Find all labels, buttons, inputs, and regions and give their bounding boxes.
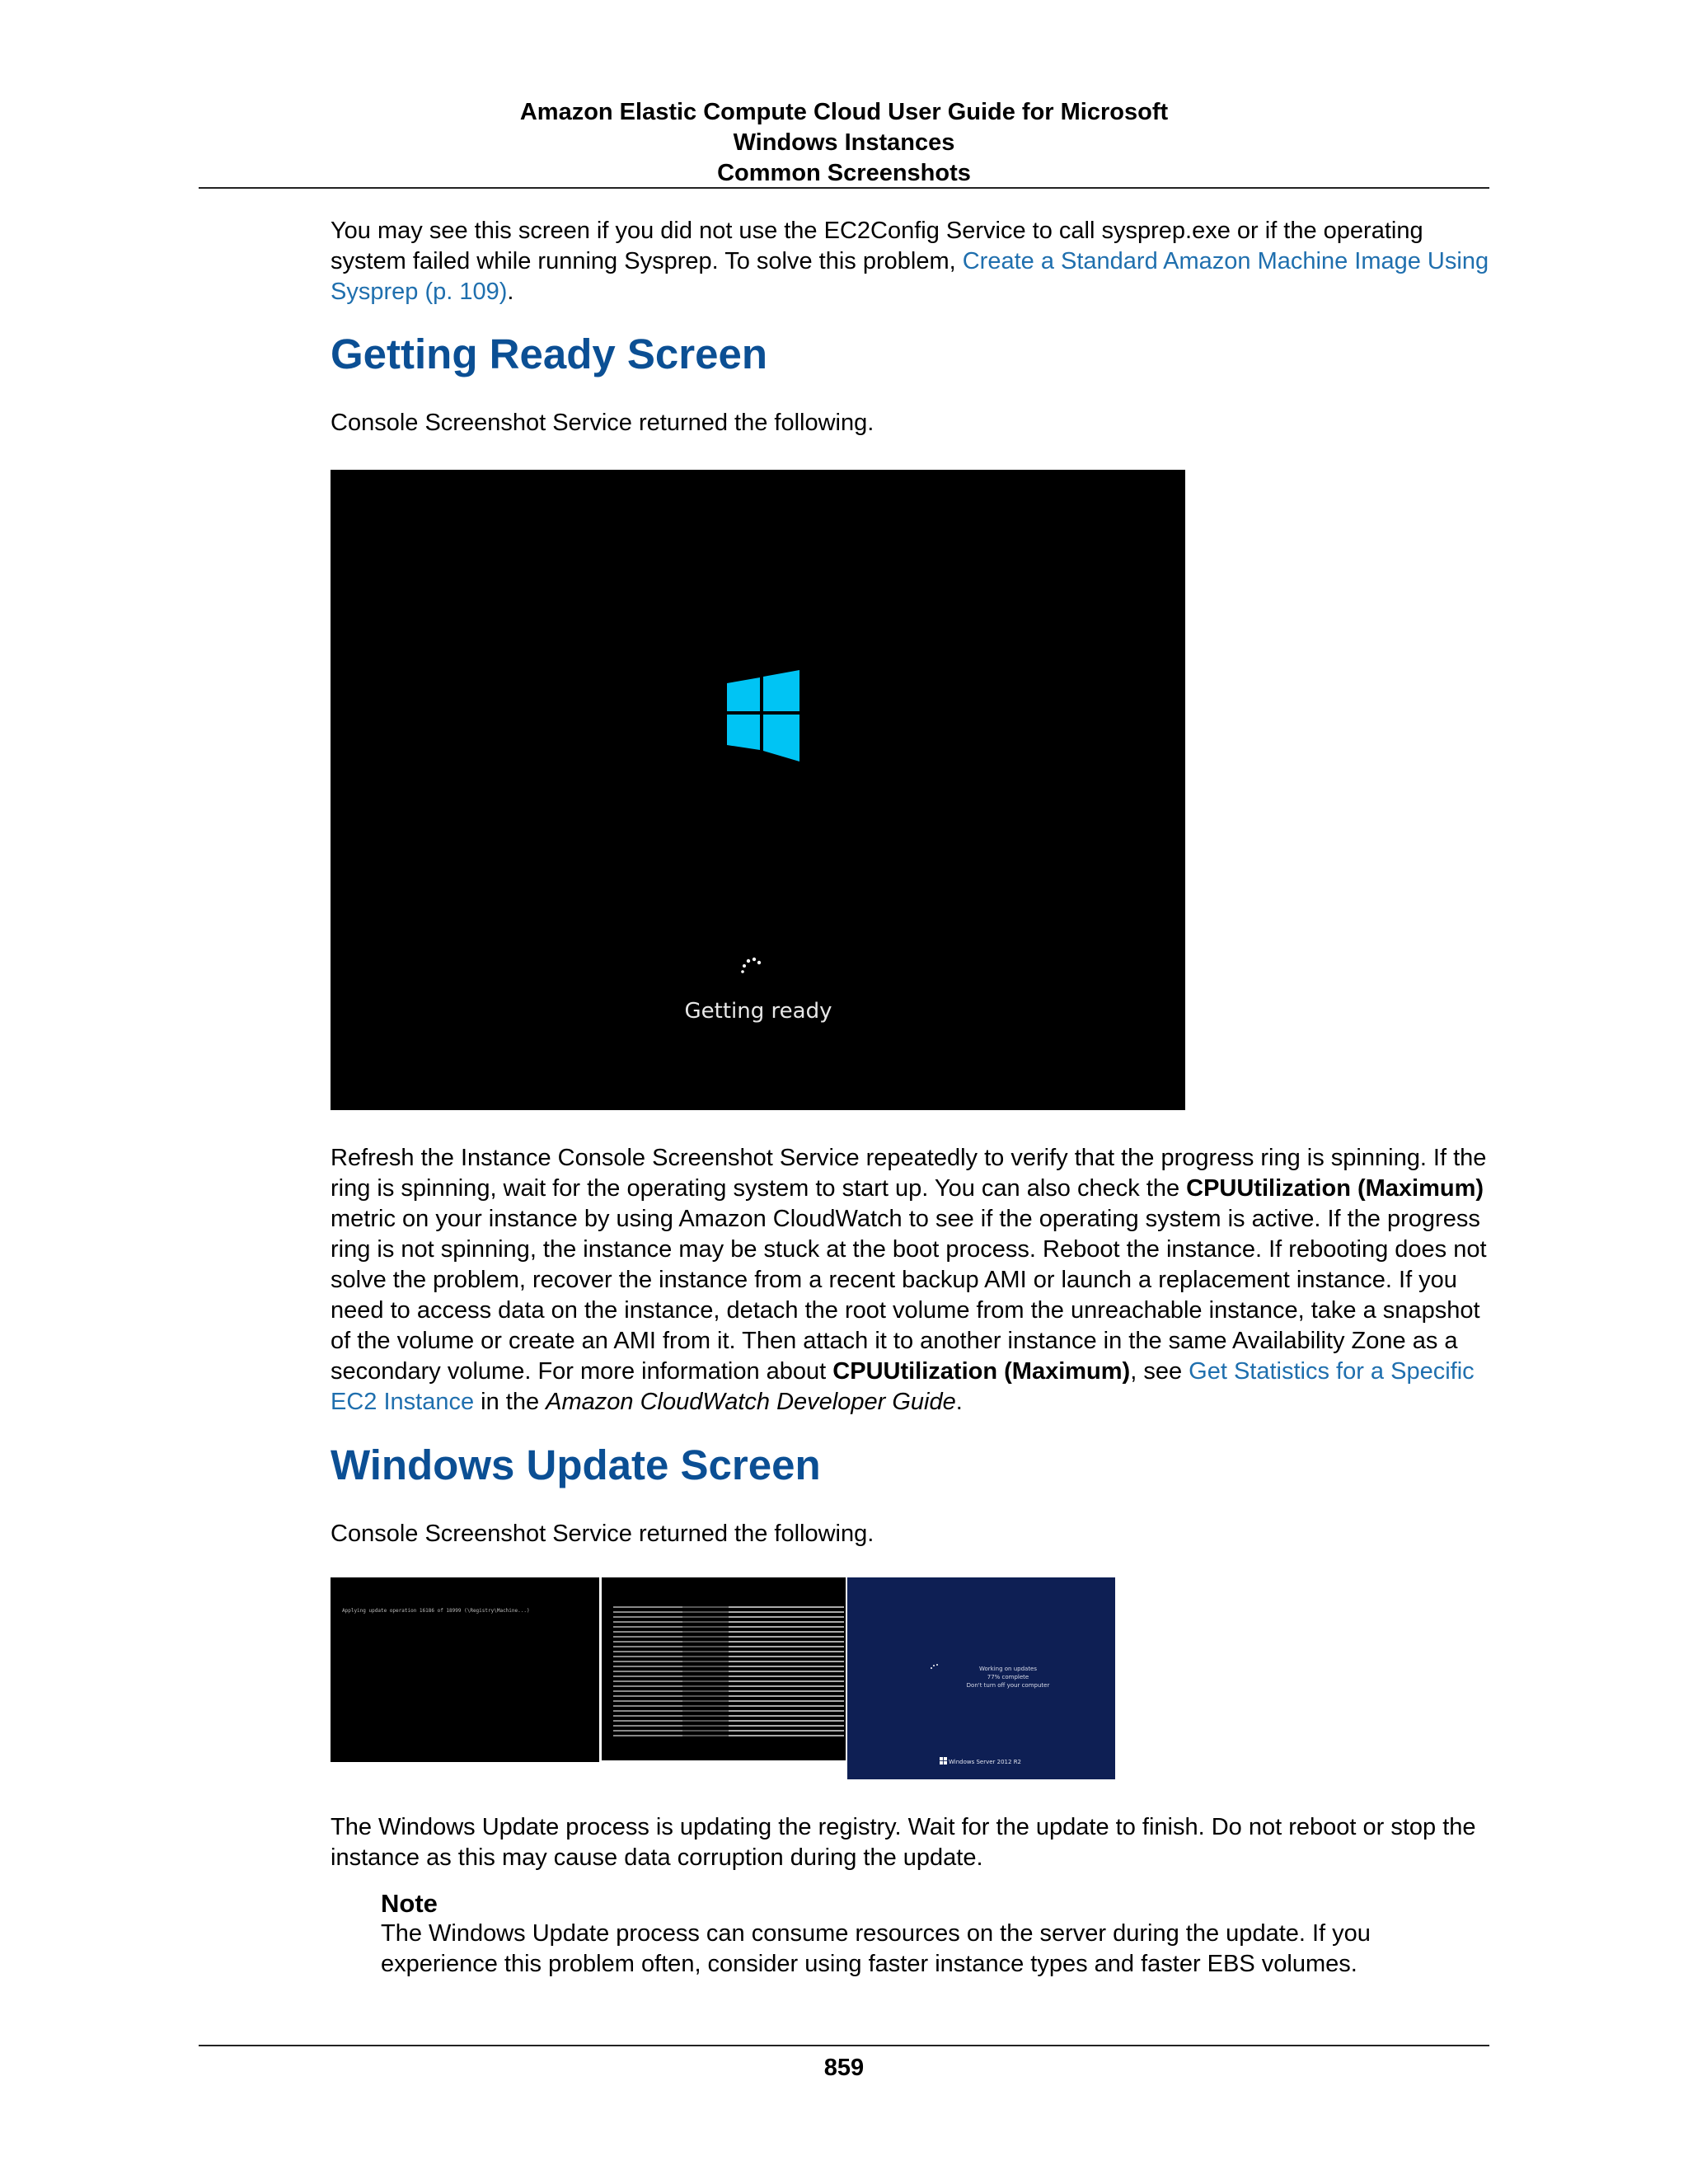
getting-ready-label: Getting ready (684, 999, 832, 1024)
header-section: Common Screenshots (717, 160, 971, 186)
page-header (199, 97, 1489, 189)
header-title-line1: Amazon Elastic Compute Cloud User Guide for Microsoft (519, 99, 1169, 125)
section-heading-windows-update: Windows Update Screen (331, 1441, 821, 1488)
update-screenshot-1 (331, 1577, 599, 1762)
footer-divider (199, 2045, 1489, 2046)
page-number: 859 (823, 2055, 865, 2081)
para-text-3: , see (1130, 1358, 1189, 1385)
getting-ready-paragraph (331, 1143, 1489, 1418)
intro-text: You may see this screen if you did not use the EC2Config Service to call sysprep.exe or if the operating system failed while running Sysprep. To solve this problem, (331, 218, 1423, 274)
windows-server-label: Windows Server 2012 R2 (949, 1759, 1022, 1765)
para-text-5: . (955, 1389, 963, 1415)
para-text-1: Refresh the Instance Console Screenshot Service repeatedly to verify that the progress ring is spinning. If the ring is spinning, wait for the operating system to start up. You can also check the (331, 1145, 1487, 1202)
note-text: The Windows Update process can consume resources on the server during the update. If you experience this problem often, consider using faster instance types and faster EBS volumes. (381, 1920, 1371, 1977)
note-box (381, 1888, 1489, 1980)
update-operation-text: Applying update operation 16186 of 18999 (\Registry\Machine...) (342, 1608, 530, 1614)
intro-paragraph (331, 216, 1489, 307)
registry-log-lines (613, 1606, 844, 1740)
update-screenshot-2 (602, 1577, 846, 1760)
update-progress-text: 77% complete (987, 1674, 1029, 1680)
update-screenshot-3 (847, 1577, 1115, 1779)
para-text-2: metric on your instance by using Amazon CloudWatch to see if the operating system is active. If the progress ring is not spinning, the instance may be stuck at the boot process. Reboot the instance. If rebooting does not solve the problem, recover the instance from a recent backup AMI or launch a replacement instance. If you need to access data on the instance, detach the root volume from the unreachable instance, take a snapshot of the volume or create an AMI from it. Then attach it to another instance in the same Availability Zone as a secondary volume. For more information about (331, 1206, 1487, 1385)
get-statistics-link[interactable]: Get Statistics for a Specific EC2 Instance (331, 1358, 1475, 1415)
metric-name: CPUUtilization (Maximum) (832, 1358, 1131, 1385)
section-intro-getting-ready: Console Screenshot Service returned the following. (331, 410, 874, 436)
note-title: Note (381, 1889, 438, 1918)
windows-update-paragraph: The Windows Update process is updating the registry. Wait for the update to finish. Do not reboot or stop the instance as this may cause data corruption during the update. (331, 1814, 1476, 1871)
guide-title: Amazon CloudWatch Developer Guide (546, 1389, 956, 1415)
windows-logo-icon (727, 668, 799, 762)
create-ami-sysprep-link[interactable]: Create a Standard Amazon Machine Image Using Sysprep (p. 109) (331, 248, 1489, 305)
section-intro-windows-update: Console Screenshot Service returned the following. (331, 1521, 874, 1547)
section-heading-getting-ready: Getting Ready Screen (331, 330, 767, 377)
metric-name: CPUUtilization (Maximum) (1186, 1175, 1484, 1202)
header-title-line2: Windows Instances (733, 129, 955, 156)
update-status-line: Working on updates (978, 1666, 1038, 1672)
update-status (938, 1665, 1078, 1690)
progress-ring-icon (738, 956, 763, 981)
intro-text-end: . (507, 279, 514, 305)
para-text-4: in the (474, 1389, 546, 1415)
header-divider (199, 187, 1489, 189)
update-warning-text: Don't turn off your computer (966, 1682, 1050, 1689)
windows-server-brand (940, 1757, 1021, 1765)
windows-logo-icon (940, 1757, 947, 1765)
